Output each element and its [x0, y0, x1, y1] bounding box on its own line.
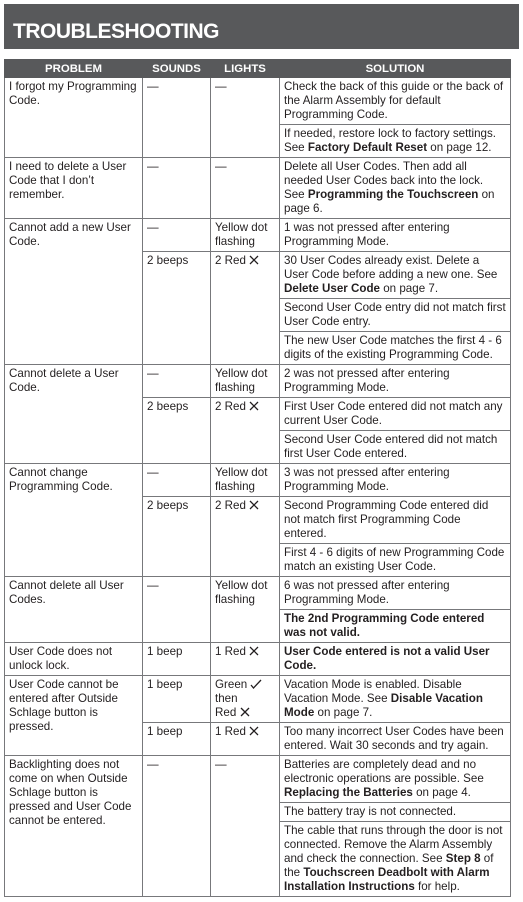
- solution-cell: Too many incorrect User Codes have been entered. Wait 30 seconds and try again.: [280, 723, 511, 756]
- solution-cell: 30 User Codes already exist. Delete a User Code before adding a new one. See Delete User Code on page 7.: [280, 252, 511, 299]
- solution-cell: Batteries are completely dead and no electronic operations are possible. See Replacing the Batteries on page 4.: [280, 756, 511, 803]
- solution-cell: 6 was not pressed after entering Programming Mode.: [280, 577, 511, 610]
- solution-cell: First User Code entered did not match any current User Code.: [280, 398, 511, 431]
- problem-cell: Cannot add a new User Code.: [5, 219, 143, 365]
- sounds-cell: —: [143, 577, 211, 643]
- x-icon: [249, 255, 259, 265]
- header-lights: LIGHTS: [211, 60, 280, 78]
- solution-cell: The battery tray is not connected.: [280, 803, 511, 822]
- table-row: [5, 756, 511, 803]
- solution-cell: Delete all User Codes. Then add all needed User Codes back into the lock. See Programming the Touchscreen on page 6.: [280, 158, 511, 219]
- problem-cell: User Code cannot be entered after Outside Schlage button is pressed.: [5, 676, 143, 756]
- header-solution: SOLUTION: [280, 60, 511, 78]
- lights-cell: 2 Red: [211, 398, 280, 464]
- page-title: TROUBLESHOOTING: [13, 20, 219, 43]
- step-8-ref: Step 8: [445, 852, 481, 865]
- header-sounds: SOUNDS: [143, 60, 211, 78]
- lights-cell: 1 Red: [211, 723, 280, 756]
- solution-cell: The 2nd Programming Code entered was not valid.: [280, 610, 511, 643]
- lights-cell: Yellow dot flashing: [211, 577, 280, 643]
- sounds-cell: 1 beep: [143, 723, 211, 756]
- problem-cell: Cannot change Programming Code.: [5, 464, 143, 577]
- solution-cell: Check the back of this guide or the back of the Alarm Assembly for default Programming Code.: [280, 78, 511, 125]
- lights-cell: Yellow dot flashing: [211, 464, 280, 497]
- lights-cell: Yellow dot flashing: [211, 365, 280, 398]
- lights-cell: —: [211, 756, 280, 897]
- delete-user-code-ref: Delete User Code: [284, 282, 381, 295]
- solution-cell: If needed, restore lock to factory settings. See Factory Default Reset on page 12.: [280, 125, 511, 158]
- problem-cell: I need to delete a User Code that I don’t remember.: [5, 158, 143, 219]
- solution-cell: 1 was not pressed after entering Programming Mode.: [280, 219, 511, 252]
- x-icon: [249, 500, 259, 510]
- replacing-batteries-ref: Replacing the Batteries: [284, 786, 413, 799]
- troubleshooting-table: [4, 59, 511, 897]
- solution-cell: Second User Code entry did not match first User Code entry.: [280, 299, 511, 332]
- sounds-cell: 2 beeps: [143, 252, 211, 365]
- table-row: [5, 365, 511, 398]
- solution-cell: User Code entered is not a valid User Code.: [280, 643, 511, 676]
- factory-default-reset-ref: Factory Default Reset: [307, 141, 428, 154]
- table-row: [5, 78, 511, 125]
- sounds-cell: 1 beep: [143, 643, 211, 676]
- lights-cell: 2 Red: [211, 497, 280, 577]
- sounds-cell: 2 beeps: [143, 497, 211, 577]
- solution-cell: First 4 - 6 digits of new Programming Code match an existing User Code.: [280, 544, 511, 577]
- x-icon: [249, 646, 259, 656]
- table-header-row: [5, 60, 511, 78]
- solution-cell: The new User Code matches the first 4 - 6 digits of the existing Programming Code.: [280, 332, 511, 365]
- problem-cell: Cannot delete all User Codes.: [5, 577, 143, 643]
- x-icon: [249, 726, 259, 736]
- lights-cell: Yellow dot flashing: [211, 219, 280, 252]
- disable-vacation-mode-ref: Disable Vacation Mode: [284, 692, 483, 719]
- problem-cell: I forgot my Programming Code.: [5, 78, 143, 158]
- solution-cell: Second Programming Code entered did not match first Programming Code entered.: [280, 497, 511, 544]
- sounds-cell: —: [143, 78, 211, 158]
- sounds-cell: —: [143, 158, 211, 219]
- header-problem: PROBLEM: [5, 60, 143, 78]
- solution-cell: 2 was not pressed after entering Programming Mode.: [280, 365, 511, 398]
- sounds-cell: —: [143, 219, 211, 252]
- sounds-cell: —: [143, 464, 211, 497]
- solution-cell: 3 was not pressed after entering Programming Mode.: [280, 464, 511, 497]
- check-icon: [250, 679, 262, 689]
- table-row: [5, 676, 511, 723]
- lights-cell: 1 Red: [211, 643, 280, 676]
- installation-instructions-ref: Touchscreen Deadbolt with Alarm Installation Instructions: [284, 866, 490, 893]
- table-row: [5, 577, 511, 610]
- table-row: [5, 464, 511, 497]
- solution-cell: Second User Code entered did not match first User Code entered.: [280, 431, 511, 464]
- sounds-cell: —: [143, 365, 211, 398]
- lights-cell: —: [211, 158, 280, 219]
- problem-cell: User Code does not unlock lock.: [5, 643, 143, 676]
- problem-cell: Cannot delete a User Code.: [5, 365, 143, 464]
- table-row: [5, 643, 511, 676]
- x-icon: [249, 401, 259, 411]
- lights-cell: 2 Red: [211, 252, 280, 365]
- solution-cell: The cable that runs through the door is not connected. Remove the Alarm Assembly and check the connection. See Step 8 of the Touchscreen Deadbolt with Alarm Installation Instructions for help.: [280, 822, 511, 897]
- title-bar: [4, 4, 519, 49]
- problem-cell: Backlighting does not come on when Outside Schlage button is pressed and User Code cannot be entered.: [5, 756, 143, 897]
- sounds-cell: 2 beeps: [143, 398, 211, 464]
- x-icon: [240, 707, 250, 717]
- table-row: [5, 219, 511, 252]
- sounds-cell: —: [143, 756, 211, 897]
- programming-touchscreen-ref: Programming the Touchscreen: [307, 188, 479, 201]
- lights-cell: Green then Red: [211, 676, 280, 723]
- sounds-cell: 1 beep: [143, 676, 211, 723]
- table-row: [5, 158, 511, 219]
- solution-cell: Vacation Mode is enabled. Disable Vacation Mode. See Disable Vacation Mode on page 7.: [280, 676, 511, 723]
- lights-cell: —: [211, 78, 280, 158]
